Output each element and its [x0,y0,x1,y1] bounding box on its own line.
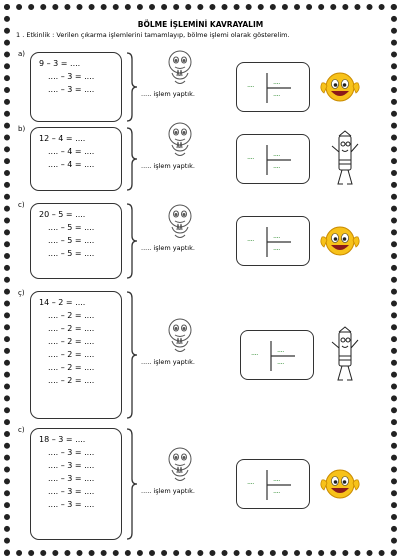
division-box [240,330,314,380]
exercise-section [0,52,401,122]
subtraction-box [30,52,122,122]
curly-brace-icon [126,127,138,195]
operation-count-text[interactable]: ..... işlem yaptık. [141,162,195,170]
exercise-section [0,291,401,419]
subtraction-line[interactable]: .... – 5 = .... [48,249,95,258]
curly-brace-icon [126,428,138,544]
quotient-blank[interactable]: .... [273,162,280,170]
exercise-section [0,127,401,191]
exercise-label: c) [18,201,25,209]
dividend-blank[interactable]: .... [251,349,258,357]
quotient-blank[interactable]: .... [273,244,280,252]
smiley-thumbs-up-icon [318,223,362,263]
quotient-blank[interactable]: .... [277,358,284,366]
dividend-blank[interactable]: .... [247,153,254,161]
divisor-blank[interactable]: .... [273,232,280,240]
operation-count-text[interactable]: ..... işlem yaptık. [141,358,195,366]
subtraction-line[interactable]: 12 – 4 = .... [39,134,86,143]
exercise-label: c) [18,426,25,434]
worksheet-title: BÖLME İŞLEMİNİ KAVRAYALIM [137,20,264,29]
subtraction-line[interactable]: .... – 3 = .... [48,448,95,457]
subtraction-line[interactable]: .... – 5 = .... [48,236,95,245]
division-box [236,134,310,184]
subtraction-line[interactable]: .... – 4 = .... [48,160,95,169]
dividend-blank[interactable]: .... [247,235,254,243]
pencil-character-icon [330,326,360,388]
divisor-blank[interactable]: .... [273,150,280,158]
division-box [236,62,310,112]
subtraction-line[interactable]: .... – 2 = .... [48,363,95,372]
divisor-blank[interactable]: .... [273,78,280,86]
division-box [236,459,310,509]
subtraction-line[interactable]: .... – 2 = .... [48,337,95,346]
thinking-face-icon [166,49,194,93]
subtraction-line[interactable]: 14 – 2 = .... [39,298,86,307]
subtraction-box [30,127,122,191]
subtraction-line[interactable]: .... – 3 = .... [48,461,95,470]
curly-brace-icon [126,52,138,126]
thinking-face-icon [166,317,194,361]
operation-count-text[interactable]: ..... işlem yaptık. [141,487,195,495]
subtraction-line[interactable]: 9 – 3 = .... [39,59,81,68]
divisor-blank[interactable]: .... [273,475,280,483]
quotient-blank[interactable]: .... [273,90,280,98]
operation-count-text[interactable]: ..... işlem yaptık. [141,244,195,252]
exercise-label: ç) [18,289,25,297]
smiley-thumbs-up-icon [318,466,362,506]
thinking-face-icon [166,203,194,247]
exercise-section [0,203,401,279]
dividend-blank[interactable]: .... [247,478,254,486]
exercise-label: a) [18,50,26,58]
subtraction-line[interactable]: .... – 4 = .... [48,147,95,156]
subtraction-line[interactable]: .... – 3 = .... [48,474,95,483]
subtraction-box [30,428,122,540]
curly-brace-icon [126,203,138,283]
subtraction-line[interactable]: 20 – 5 = .... [39,210,86,219]
subtraction-line[interactable]: .... – 2 = .... [48,350,95,359]
smiley-thumbs-up-icon [318,69,362,109]
subtraction-box [30,203,122,279]
curly-brace-icon [126,291,138,423]
activity-instruction: 1 . Etkinlik : Verilen çıkarma işlemlerini tamamlayıp, bölme işlemi olarak gösterelim. [16,31,290,39]
subtraction-line[interactable]: .... – 3 = .... [48,85,95,94]
exercise-label: b) [18,125,26,133]
operation-count-text[interactable]: ..... işlem yaptık. [141,90,195,98]
subtraction-line[interactable]: .... – 2 = .... [48,311,95,320]
subtraction-line[interactable]: 18 – 3 = .... [39,435,86,444]
exercise-section [0,428,401,540]
subtraction-line[interactable]: .... – 3 = .... [48,487,95,496]
subtraction-line[interactable]: .... – 5 = .... [48,223,95,232]
subtraction-line[interactable]: .... – 2 = .... [48,324,95,333]
subtraction-line[interactable]: .... – 2 = .... [48,376,95,385]
thinking-face-icon [166,121,194,165]
quotient-blank[interactable]: .... [273,487,280,495]
subtraction-line[interactable]: .... – 3 = .... [48,500,95,509]
subtraction-line[interactable]: .... – 3 = .... [48,72,95,81]
divisor-blank[interactable]: .... [277,346,284,354]
thinking-face-icon [166,446,194,490]
dividend-blank[interactable]: .... [247,81,254,89]
subtraction-box [30,291,122,419]
pencil-character-icon [330,130,360,192]
division-box [236,216,310,266]
